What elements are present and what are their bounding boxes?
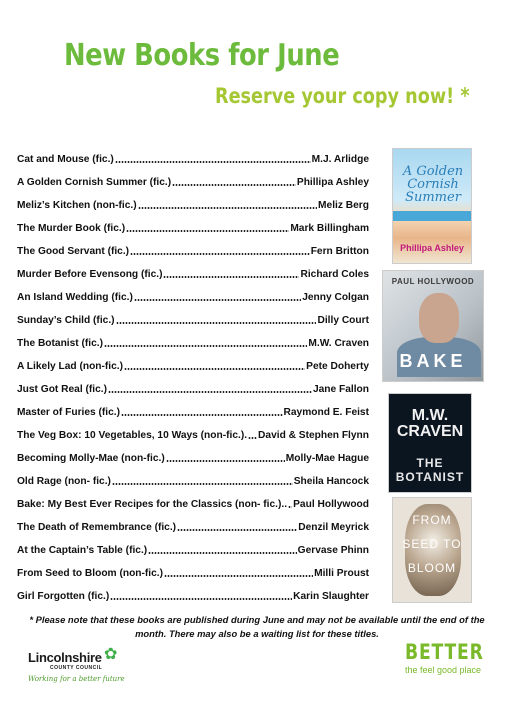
cover-portrait-face bbox=[419, 293, 459, 343]
book-author: M.J. Arlidge bbox=[311, 154, 369, 165]
book-cover-golden-cornish-summer bbox=[392, 148, 472, 264]
page-subtitle: Reserve your copy now! * bbox=[215, 84, 470, 108]
book-author: Pete Doherty bbox=[306, 361, 369, 372]
cover-title: THE BOTANIST bbox=[395, 456, 465, 484]
cover-author: M.W. CRAVEN bbox=[396, 407, 464, 440]
book-author: Karin Slaughter bbox=[293, 591, 369, 602]
book-title: The Botanist (fic.) bbox=[17, 338, 104, 349]
dot-leader bbox=[108, 391, 312, 393]
book-author: Gervase Phinn bbox=[297, 545, 369, 556]
dot-leader bbox=[104, 345, 307, 347]
dot-leader bbox=[172, 184, 296, 186]
list-item bbox=[17, 487, 369, 510]
list-item bbox=[17, 165, 369, 188]
book-cover-from-seed-to-bloom bbox=[392, 497, 472, 603]
book-title: From Seed to Bloom (non-fic.) bbox=[17, 568, 164, 579]
book-title: The Good Servant (fic.) bbox=[17, 246, 130, 257]
book-author: David & Stephen Flynn bbox=[258, 430, 369, 441]
dot-leader bbox=[130, 253, 310, 255]
list-item bbox=[17, 579, 369, 602]
list-item bbox=[17, 326, 369, 349]
dot-leader bbox=[124, 368, 305, 370]
dot-leader bbox=[164, 575, 313, 577]
list-item bbox=[17, 188, 369, 211]
book-title: Becoming Molly-Mae (non-fic.) bbox=[17, 453, 165, 464]
book-author: Sheila Hancock bbox=[293, 476, 369, 487]
dot-leader bbox=[121, 414, 282, 416]
book-title: Old Rage (non- fic.) bbox=[17, 476, 111, 487]
book-author: Phillipa Ashley bbox=[296, 177, 369, 188]
cover-title: FROM SEED TO BLOOM bbox=[402, 513, 462, 575]
book-title: A Golden Cornish Summer (fic.) bbox=[17, 177, 172, 188]
book-title: Girl Forgotten (fic.) bbox=[17, 591, 110, 602]
book-title: Master of Furies (fic.) bbox=[17, 407, 121, 418]
dot-leader bbox=[248, 437, 257, 439]
page-title: New Books for June bbox=[64, 38, 340, 73]
dot-leader bbox=[110, 598, 292, 600]
list-item bbox=[17, 257, 369, 280]
list-item bbox=[17, 234, 369, 257]
book-title: Sunday’s Child (fic.) bbox=[17, 315, 115, 326]
book-title: Meliz’s Kitchen (non-fic.) bbox=[17, 200, 137, 211]
book-title: A Likely Lad (non-fic.) bbox=[17, 361, 124, 372]
book-title: The Murder Book (fic.) bbox=[17, 223, 126, 234]
book-author: Richard Coles bbox=[300, 269, 369, 280]
dot-leader bbox=[112, 483, 293, 485]
book-author: Raymond E. Feist bbox=[283, 407, 369, 418]
dot-leader bbox=[115, 161, 311, 163]
list-item bbox=[17, 372, 369, 395]
book-list bbox=[17, 142, 369, 602]
better-name: BETTER bbox=[405, 640, 484, 664]
book-title: The Death of Remembrance (fic.) bbox=[17, 522, 177, 533]
book-author: Jane Fallon bbox=[312, 384, 369, 395]
book-title: Just Got Real (fic.) bbox=[17, 384, 108, 395]
cover-title: BAKE bbox=[399, 351, 467, 371]
cover-title: A Golden Cornish Summer bbox=[402, 164, 464, 205]
cover-author: Phillipa Ashley bbox=[400, 243, 464, 253]
lcc-tagline: Working for a better future bbox=[28, 675, 125, 683]
lcc-subtitle: COUNTY COUNCIL bbox=[50, 665, 103, 671]
dot-leader bbox=[163, 276, 299, 278]
book-author: Fern Britton bbox=[310, 246, 369, 257]
cover-author: PAUL HOLLYWOOD bbox=[391, 277, 475, 286]
footnote: * Please note that these books are published during June and may not be available until the end of the month. There may also be a waiting list for these titles. bbox=[29, 614, 485, 639]
list-item bbox=[17, 510, 369, 533]
book-title: At the Captain’s Table (fic.) bbox=[17, 545, 148, 556]
dot-leader bbox=[177, 529, 297, 531]
better-logo bbox=[405, 640, 501, 675]
book-author: Meliz Berg bbox=[318, 200, 369, 211]
book-title: The Veg Box: 10 Vegetables, 10 Ways (non-fic.). bbox=[17, 430, 248, 441]
dot-leader bbox=[166, 460, 285, 462]
dot-leader bbox=[116, 322, 317, 324]
book-author: Dilly Court bbox=[317, 315, 369, 326]
list-item bbox=[17, 441, 369, 464]
dot-leader bbox=[126, 230, 289, 232]
dot-leader bbox=[288, 506, 292, 508]
lincolnshire-logo bbox=[28, 646, 125, 683]
dot-leader bbox=[148, 552, 296, 554]
book-author: M.W. Craven bbox=[308, 338, 369, 349]
book-title: An Island Wedding (fic.) bbox=[17, 292, 133, 303]
list-item bbox=[17, 211, 369, 234]
list-item bbox=[17, 280, 369, 303]
list-item bbox=[17, 349, 369, 372]
book-author: Paul Hollywood bbox=[293, 499, 369, 510]
list-item bbox=[17, 464, 369, 487]
leaf-icon: ✿ bbox=[104, 646, 118, 663]
better-tagline: the feel good place bbox=[405, 665, 482, 675]
dot-leader bbox=[138, 207, 317, 209]
dot-leader bbox=[134, 299, 301, 301]
book-author: Jenny Colgan bbox=[302, 292, 369, 303]
list-item bbox=[17, 303, 369, 326]
list-item bbox=[17, 556, 369, 579]
list-item bbox=[17, 533, 369, 556]
book-cover-the-botanist bbox=[388, 393, 472, 493]
list-item bbox=[17, 142, 369, 165]
book-author: Mark Billingham bbox=[290, 223, 369, 234]
book-author: Molly-Mae Hague bbox=[285, 453, 369, 464]
book-title: Cat and Mouse (fic.) bbox=[17, 154, 114, 165]
cover-sea-art bbox=[393, 211, 471, 221]
book-title: Bake: My Best Ever Recipes for the Classics (non- fic.).. bbox=[17, 499, 288, 510]
book-cover-bake bbox=[382, 270, 484, 382]
book-author: Milli Proust bbox=[314, 568, 369, 579]
book-title: Murder Before Evensong (fic.) bbox=[17, 269, 163, 280]
list-item bbox=[17, 395, 369, 418]
lcc-name: Lincolnshire bbox=[28, 650, 102, 665]
list-item bbox=[17, 418, 369, 441]
book-author: Denzil Meyrick bbox=[298, 522, 369, 533]
